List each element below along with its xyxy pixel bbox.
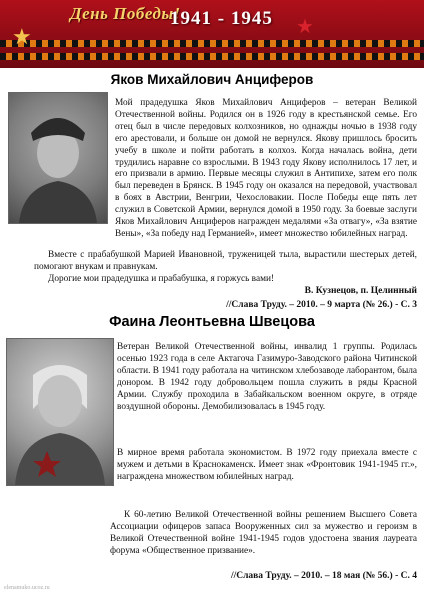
veteran-photo-2: [6, 338, 114, 486]
article-2-title: Фаина Леонтьевна Швецова: [109, 314, 315, 330]
st-george-ribbon-lower: [0, 53, 424, 60]
war-years: 1941 - 1945: [170, 8, 273, 29]
article-1-source: //Слава Труду. – 2010. – 9 марта (№ 26.) - С. 3: [226, 300, 417, 310]
soldier-portrait-icon: [9, 93, 107, 223]
article-1-author: В. Кузнецов, п. Целинный: [304, 286, 417, 296]
article-1-title: Яков Михайлович Анциферов: [110, 72, 314, 87]
article-1-paragraph-3: Дорогие мои прадедушка и прабабушка, я горжусь вами!: [48, 274, 275, 284]
article-2-paragraph-3: К 60-летию Великой Отечественной войны решением Высшего Совета Ассоциации офицеров запаса Вооруженных сил за мужество и героизм в Великой Отечественной войне 1941-1945 годов удостоена звания лауреата форума «Общественное призвание».: [110, 510, 417, 556]
article-2-paragraph-2: В мирное время работала экономистом. В 1972 году приехала вместе с мужем и детьми в Краснокаменск. Имеет знак «Фронтовик 1941-1945 гг.», награждена множеством юбилейных наград.: [117, 448, 417, 482]
article-1-paragraph-2: Вместе с прабабушкой Марией Ивановной, труженицей тыла, вырастили шестерых детей, помогают внукам и правнукам.: [34, 250, 417, 272]
article-2-source: //Слава Труду. – 2010. – 18 мая (№ 56.) - С. 4: [230, 571, 417, 581]
star-icon: ★: [12, 24, 32, 49]
article-1-paragraph-1: Мой прадедушка Яков Михайлович Анциферов – ветеран Великой Отечественной войны. Родился он в 1926 году в крестьянской семье. Его отец был в числе передовых колхозников, но однажды ночью в 1938 году его арестовали, и больше он домой не вернулся. Якову пришлось бросить учебу в школе и пойти работать в колхоз. Когда началась война, дети трудились наравне со взрослыми. В 1943 году Якову исполнилось 17 лет, и его призвали в армию. Первые месяцы служил в Антипихе, затем его полк был переведен в Брянск. В 1945 году он оказался на передовой, участвовал в боях в Австрии, Венгрии, Чехословакии. После Победы еще пять лет служил в Советской Армии, вернулся домой в 1950 году. За боевые заслуги Яков Михайлович Анциферов награжден медалями «За отвагу», «За взятие Вены», «За победу над Германией», имеет множество юбилейных наград.: [115, 98, 417, 239]
red-star-icon: ★: [296, 16, 314, 38]
victory-day-title: День Победы!: [70, 4, 181, 23]
header-banner: [0, 0, 424, 68]
st-george-ribbon: [0, 40, 424, 47]
woman-portrait-icon: [7, 339, 113, 485]
veteran-photo: [8, 92, 108, 224]
article-2-paragraph-1: Ветеран Великой Отечественной войны, инвалид 1 группы. Родилась осенью 1923 года в селе Актагоча Газимуро-Заводского района Читинской области. В 1941 году работала на читинском хлебозаводе лаборантом, была донором. В 1942 году добровольцем пошла служить в ряды Красной Армии. Службу проходила в Забайкальском военном округе, в отряде воздушной обороны. Демобилизовалась в 1945 году.: [117, 342, 417, 412]
watermark: elenamuko.ucoz.ru: [4, 585, 50, 591]
